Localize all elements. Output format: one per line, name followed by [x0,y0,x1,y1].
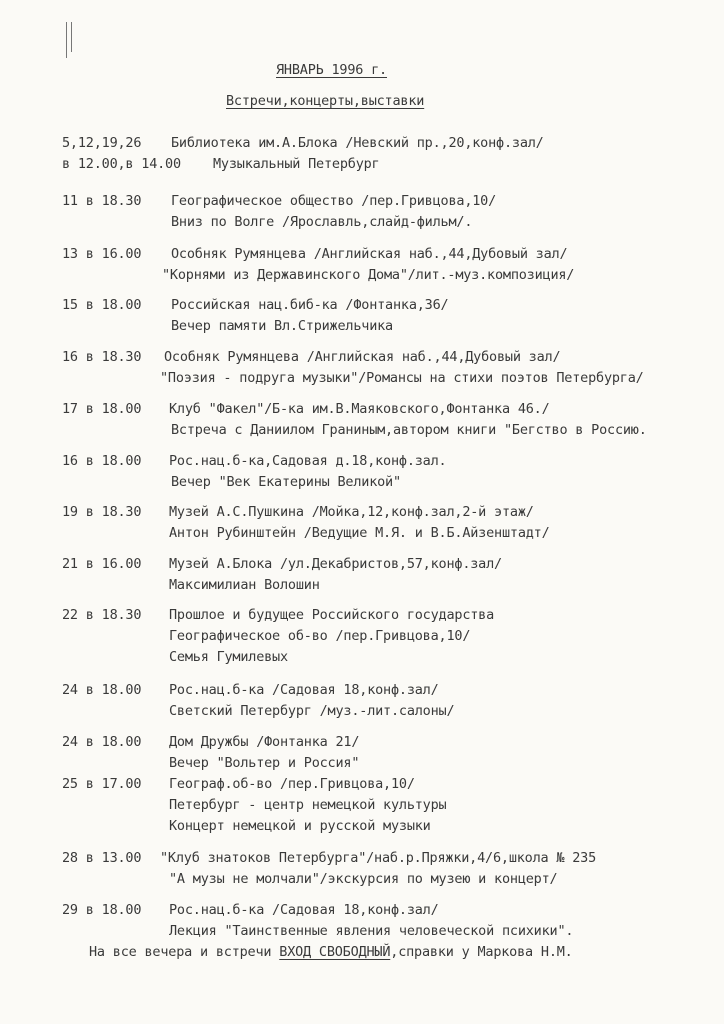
event-line: "Поэзия - подруга музыки"/Романсы на стихи поэтов Петербурга/ [160,370,644,386]
event-line: "А музы не молчали"/экскурсия по музею и концерт/ [169,871,558,887]
page-title: ЯНВАРЬ 1996 г. [276,62,387,78]
event-line: Вечер "Вольтер и Россия" [169,755,360,771]
event-line: Музей А.Блока /ул.Декабристов,57,конф.зал/ [169,556,502,572]
event-line: Географ.об-во /пер.Гривцова,10/ [169,776,415,792]
event-line: Вечер памяти Вл.Стрижельчика [171,318,393,334]
event-date: 16 в 18.00 [62,453,142,469]
event-date: 19 в 18.30 [62,504,142,520]
event-date: 28 в 13.00 [62,850,142,866]
event-date: 11 в 18.30 [62,193,142,209]
footer-note [89,943,573,961]
event-line: Антон Рубинштейн /Ведущие М.Я. и В.Б.Айзенштадт/ [169,525,550,541]
event-line: Встреча с Даниилом Граниным,автором книги "Бегство в Россию. [171,422,647,438]
event-date: 13 в 16.00 [62,246,142,262]
footer-contact: ,справки у Маркова Н.М. [390,944,573,960]
event-line: Светский Петербург /муз.-лит.салоны/ [169,703,455,719]
event-line: Вниз по Волге /Ярославль,слайд-фильм/. [171,214,473,230]
event-line: "Клуб знатоков Петербурга"/наб.р.Пряжки,4/6,школа № 235 [160,850,597,866]
event-line: "Корнями из Державинского Дома"/лит.-муз.композиция/ [162,267,575,283]
event-line: Клуб "Факел"/Б-ка им.В.Маяковского,Фонтанка 46./ [169,401,550,417]
event-date: 16 в 18.30 [62,349,142,365]
event-date: 21 в 16.00 [62,556,142,572]
event-line: Библиотека им.А.Блока /Невский пр.,20,конф.зал/ [171,135,544,151]
event-line: Географическое общество /пер.Гривцова,10/ [171,193,497,209]
event-line: Вечер "Век Екатерины Великой" [171,474,401,490]
event-line: Географическое об-во /пер.Гривцова,10/ [169,628,471,644]
event-line: Дом Дружбы /Фонтанка 21/ [169,734,360,750]
event-date: 24 в 18.00 [62,682,142,698]
event-date: 29 в 18.00 [62,902,142,918]
event-line: Особняк Румянцева /Английская наб.,44,Дубовый зал/ [164,349,561,365]
free-entry-label: ВХОД СВОБОДНЫЙ [279,944,391,960]
page-subtitle: Встречи,концерты,выставки [226,93,425,109]
event-line: Музыкальный Петербург [213,156,380,172]
event-line: Музей А.С.Пушкина /Мойка,12,конф.зал,2-й этаж/ [169,504,534,520]
footer-text: На все вечера и встречи [89,944,280,960]
event-date: 5,12,19,26 [62,135,142,151]
event-line: Российская нац.биб-ка /Фонтанка,36/ [171,297,449,313]
event-line: Петербург - центр немецкой культуры [169,797,447,813]
event-line: Семья Гумилевых [169,649,288,665]
event-line: Максимилиан Волошин [169,577,320,593]
event-line: Прошлое и будущее Российского государства [169,607,495,623]
event-date: 25 в 17.00 [62,776,142,792]
event-date: 24 в 18.00 [62,734,142,750]
event-line: Концерт немецкой и русской музыки [169,818,431,834]
event-line: Лекция "Таинственные явления человеческой психики". [169,923,574,939]
event-date: в 12.00,в 14.00 [62,156,181,172]
event-line: Особняк Румянцева /Английская наб.,44,Дубовый зал/ [171,246,568,262]
pen-mark-icon [66,22,72,60]
event-line: Рос.нац.б-ка,Садовая д.18,конф.зал. [169,453,447,469]
event-date: 17 в 18.00 [62,401,142,417]
event-line: Рос.нац.б-ка /Садовая 18,конф.зал/ [169,682,439,698]
event-line: Рос.нац.б-ка /Садовая 18,конф.зал/ [169,902,439,918]
event-date: 22 в 18.30 [62,607,142,623]
event-date: 15 в 18.00 [62,297,142,313]
